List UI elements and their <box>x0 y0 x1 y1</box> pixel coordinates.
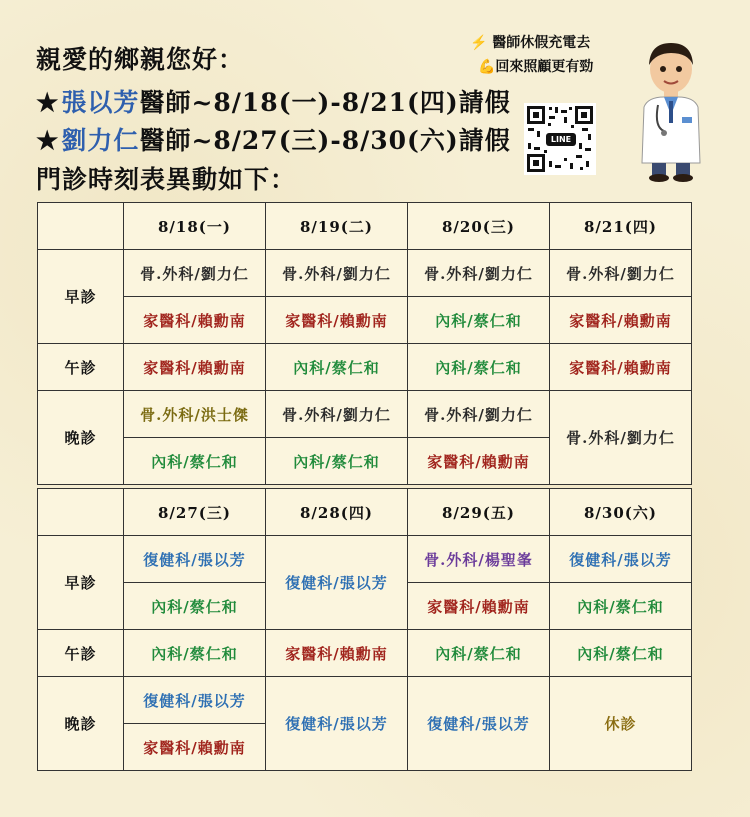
table-corner <box>38 489 124 536</box>
leave-period-1: 醫師~8/18(一)-8/21(四)請假 <box>139 88 511 117</box>
day-header: 8/30(六) <box>550 489 692 536</box>
doctor-illustration-icon <box>630 35 712 185</box>
schedule-cell: 骨.外科/劉力仁 <box>408 250 550 297</box>
schedule-cell: 內科/蔡仁和 <box>124 438 266 485</box>
slogan-return: 💪回來照顧更有勁 <box>478 59 594 75</box>
day-header: 8/19(二) <box>266 203 408 250</box>
doctor-name-liu: 劉力仁 <box>61 126 140 155</box>
day-header: 8/20(三) <box>408 203 550 250</box>
schedule-table-week2 <box>37 488 692 771</box>
schedule-cell: 骨.外科/劉力仁 <box>266 391 408 438</box>
slogan-recharge: ⚡ 醫師休假充電去 <box>470 35 591 51</box>
period-morning: 早診 <box>38 536 124 630</box>
schedule-change-title: 門診時刻表異動如下： <box>36 165 297 194</box>
leave-notice-2 <box>36 121 511 157</box>
schedule-cell: 內科/蔡仁和 <box>408 344 550 391</box>
schedule-cell: 內科/蔡仁和 <box>124 583 266 630</box>
schedule-table-week1 <box>37 202 692 485</box>
greeting: 親愛的鄉親您好： <box>36 45 245 74</box>
schedule-cell: 骨.外科/劉力仁 <box>124 250 266 297</box>
day-header: 8/28(四) <box>266 489 408 536</box>
day-header: 8/27(三) <box>124 489 266 536</box>
leave-notice-1 <box>36 83 511 119</box>
period-afternoon: 午診 <box>38 630 124 677</box>
star-icon: ★ <box>36 88 60 117</box>
star-icon: ★ <box>36 126 60 155</box>
schedule-cell: 復健科/張以芳 <box>550 536 692 583</box>
schedule-cell: 內科/蔡仁和 <box>408 297 550 344</box>
schedule-cell: 家醫科/賴勳南 <box>124 724 266 771</box>
schedule-cell: 家醫科/賴勳南 <box>550 344 692 391</box>
schedule-cell: 家醫科/賴勳南 <box>408 438 550 485</box>
schedule-cell: 內科/蔡仁和 <box>550 583 692 630</box>
line-logo: LINE <box>546 133 576 146</box>
period-evening: 晚診 <box>38 391 124 485</box>
schedule-cell: 骨.外科/劉力仁 <box>550 250 692 297</box>
schedule-cell: 家醫科/賴勳南 <box>124 297 266 344</box>
schedule-cell: 內科/蔡仁和 <box>408 630 550 677</box>
table-corner <box>38 203 124 250</box>
line-qr-code[interactable] <box>524 103 596 175</box>
schedule-cell: 內科/蔡仁和 <box>124 630 266 677</box>
period-evening: 晚診 <box>38 677 124 771</box>
day-header: 8/29(五) <box>408 489 550 536</box>
period-morning: 早診 <box>38 250 124 344</box>
leave-period-2: 醫師~8/27(三)-8/30(六)請假 <box>139 126 511 155</box>
schedule-cell: 內科/蔡仁和 <box>266 344 408 391</box>
closed-label: 休診 <box>550 677 692 771</box>
schedule-cell: 骨.外科/劉力仁 <box>408 391 550 438</box>
schedule-cell: 骨.外科/劉力仁 <box>550 391 692 485</box>
schedule-cell: 復健科/張以芳 <box>124 536 266 583</box>
schedule-cell: 內科/蔡仁和 <box>266 438 408 485</box>
day-header: 8/21(四) <box>550 203 692 250</box>
schedule-cell: 復健科/張以芳 <box>124 677 266 724</box>
schedule-cell: 復健科/張以芳 <box>408 677 550 771</box>
schedule-cell: 家醫科/賴勳南 <box>266 630 408 677</box>
schedule-cell: 骨.外科/劉力仁 <box>266 250 408 297</box>
period-afternoon: 午診 <box>38 344 124 391</box>
schedule-cell: 骨.外科/洪士傑 <box>124 391 266 438</box>
schedule-cell: 家醫科/賴勳南 <box>550 297 692 344</box>
schedule-cell: 家醫科/賴勳南 <box>408 583 550 630</box>
schedule-cell: 復健科/張以芳 <box>266 536 408 630</box>
schedule-cell: 家醫科/賴勳南 <box>124 344 266 391</box>
schedule-cell: 骨.外科/楊聖峯 <box>408 536 550 583</box>
doctor-name-chang: 張以芳 <box>61 88 140 117</box>
schedule-cell: 家醫科/賴勳南 <box>266 297 408 344</box>
day-header: 8/18(一) <box>124 203 266 250</box>
schedule-cell: 內科/蔡仁和 <box>550 630 692 677</box>
schedule-cell: 復健科/張以芳 <box>266 677 408 771</box>
